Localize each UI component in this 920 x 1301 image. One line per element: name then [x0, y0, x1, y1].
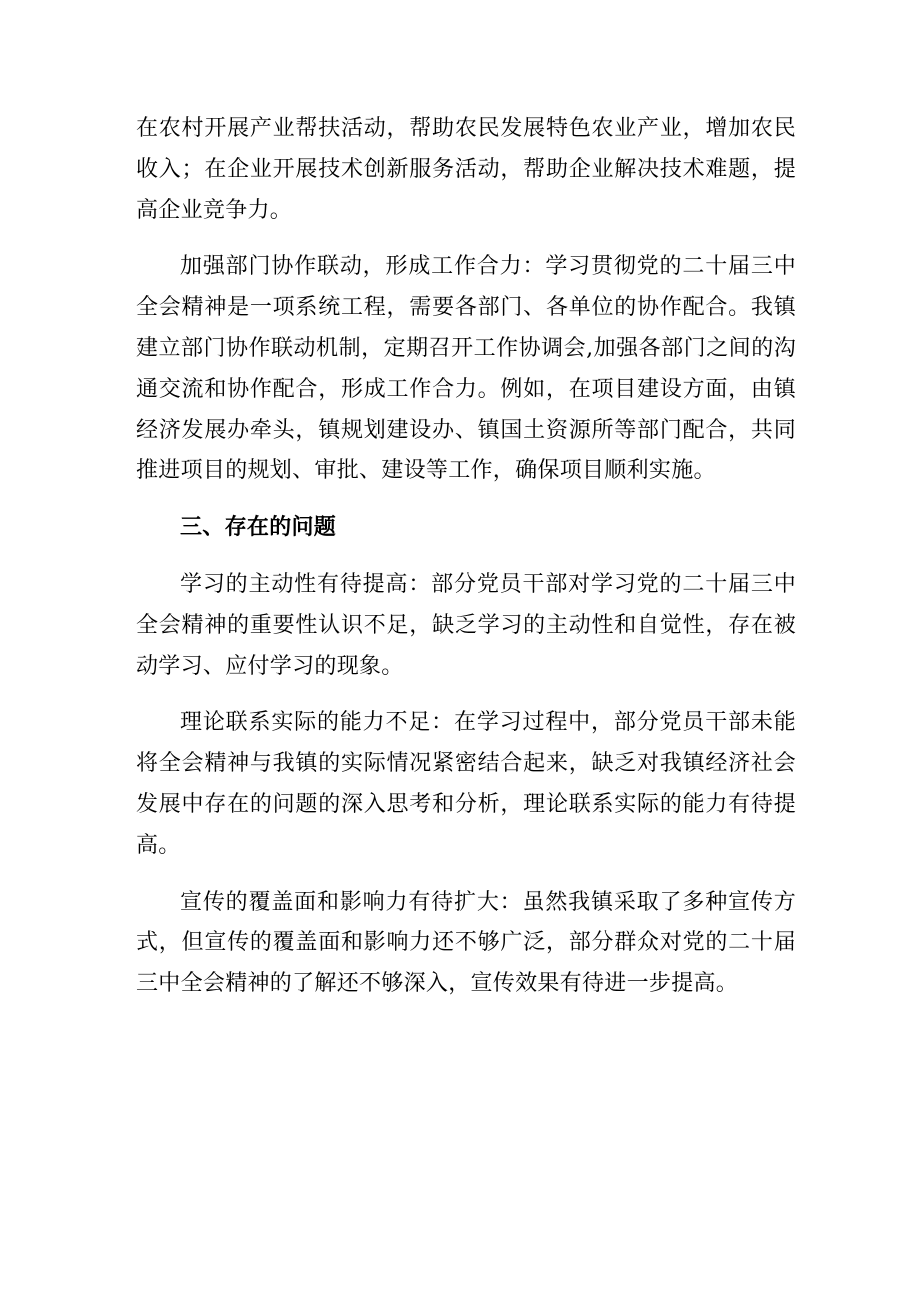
- paragraph-publicity-coverage: 宣传的覆盖面和影响力有待扩大：虽然我镇采取了多种宣传方式，但宣传的覆盖面和影响力还不够广泛，部分群众对党的二十届三中全会精神的了解还不够深入，宣传效果有待进一步提高。: [136, 889, 796, 997]
- paragraph-learning-initiative: 学习的主动性有待提高：部分党员干部对学习党的二十届三中全会精神的重要性认识不足，缺乏学习的主动性和自觉性，存在被动学习、应付学习的现象。: [136, 571, 796, 679]
- section-heading-existing-problems: 三、存在的问题: [180, 515, 337, 541]
- document-body: [136, 109, 796, 1021]
- paragraph-industry-support: 在农村开展产业帮扶活动，帮助农民发展特色农业产业，增加农民收入；在企业开展技术创新服务活动，帮助企业解决技术难题，提高企业竞争力。: [136, 116, 796, 223]
- paragraph-department-coordination: 加强部门协作联动，形成工作合力：学习贯彻党的二十届三中全会精神是一项系统工程，需要各部门、各单位的协作配合。我镇建立部门协作联动机制，定期召开工作协调会,加强各部门之间的沟通交流和协作配合，形成工作合力。例如，在项目建设方面，由镇经济发展办牵头，镇规划建设办、镇国土资源所等部门配合，共同推进项目的规划、审批、建设等工作，确保项目顺利实施。: [136, 254, 796, 484]
- paragraph-theory-practice: 理论联系实际的能力不足：在学习过程中，部分党员干部未能将全会精神与我镇的实际情况紧密结合起来，缺乏对我镇经济社会发展中存在的问题的深入思考和分析，理论联系实际的能力有待提高。: [136, 710, 796, 858]
